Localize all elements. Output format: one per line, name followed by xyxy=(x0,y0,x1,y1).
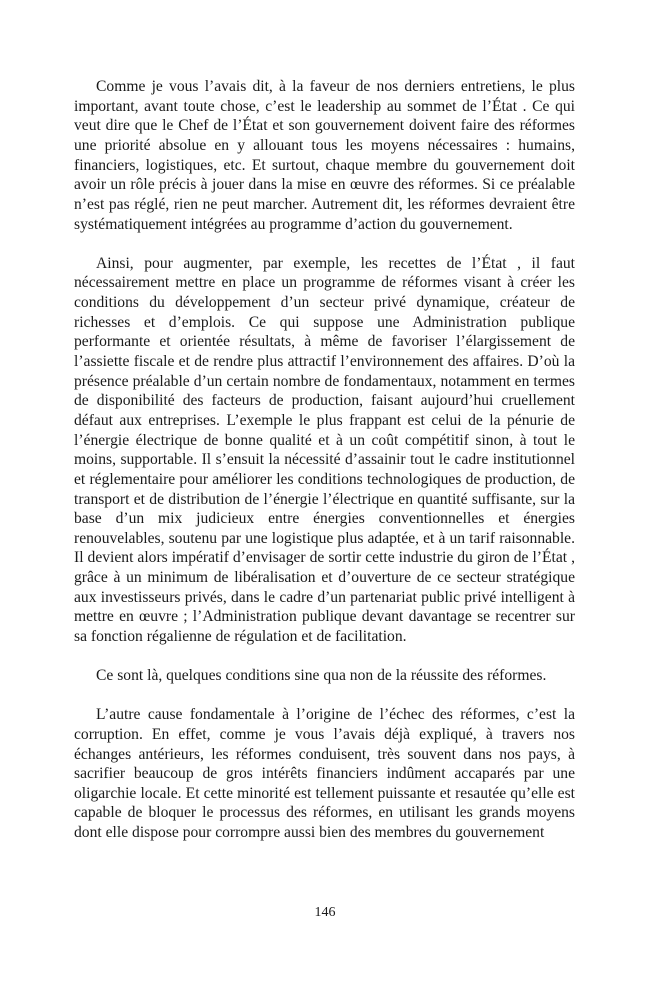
page-number: 146 xyxy=(314,905,336,920)
paragraph-4: L’autre cause fondamentale à l’origine de l’échec des réformes, c’est la corruption. En effet, comme je vous l’avais déjà expliqué, à travers nos échanges antérieurs, les réformes conduisent, très souvent dans nos pays, à sacrifier beaucoup de gros intérêts financiers indûment accaparés par une oligarchie locale. Et cette minorité est tellement puissante et resautée qu’elle est capable de bloquer le processus des réformes, en utilisant les grands moyens dont elle dispose pour corrompre aussi bien des membres du gouvernement xyxy=(74,706,575,842)
paragraph-3: Ce sont là, quelques conditions sine qua non de la réussite des réformes. xyxy=(96,667,547,685)
paragraph-2: Ainsi, pour augmenter, par exemple, les recettes de l’État , il faut nécessairement mettre en place un programme de réformes visant à créer les conditions du développement d’un secteur privé dynamique, créateur de richesses et d’emplois. Ce qui suppose une Administration publique performante et orientée résultats, à même de favoriser l’élargissement de l’assiette fiscale et de rendre plus attractif l’environnement des affaires. D’où la présence préalable d’un certain nombre de fondamentaux, notamment en termes de disponibilité des facteurs de production, faisant aujourd’hui cruellement défaut aux entreprises. L’exemple le plus frappant est celui de la pénurie de l’énergie électrique de bonne qualité et à un coût compétitif sinon, à tout le moins, supportable. Il s’ensuit la nécessité d’assainir tout le cadre institutionnel et réglementaire pour améliorer les conditions technologiques de production, de transport et de distribution de l’énergie l’électrique en quantité suffisante, sur la base d’un mix judicieux entre énergies conventionnelles et énergies renouvelables, soutenu par une logistique plus adaptée, et à un tarif raisonnable. Il devient alors impératif d’envisager de sortir cette industrie du giron de l’État , grâce à un minimum de libéralisation et d’ouverture de ce secteur stratégique aux investisseurs privés, dans le cadre d’un partenariat public privé intelligent à mettre en œuvre ; l’Administration publique devant davantage se recentrer sur sa fonction régalienne de régulation et de facilitation. xyxy=(74,254,575,646)
paragraph-1: Comme je vous l’avais dit, à la faveur de nos derniers entretiens, le plus important, avant toute chose, c’est le leadership au sommet de l’État . Ce qui veut dire que le Chef de l’État et son gouvernement doivent faire des réformes une priorité absolue en y allouant tous les moyens nécessaires : humains, financiers, logistiques, etc. Et surtout, chaque membre du gouvernement doit avoir un rôle précis à jouer dans la mise en œuvre des réformes. Si ce préalable n’est pas réglé, rien ne peut marcher. Autrement dit, les réformes devraient être systématiquement intégrées au programme d’action du gouvernement. xyxy=(74,78,575,233)
page-body xyxy=(74,77,575,862)
